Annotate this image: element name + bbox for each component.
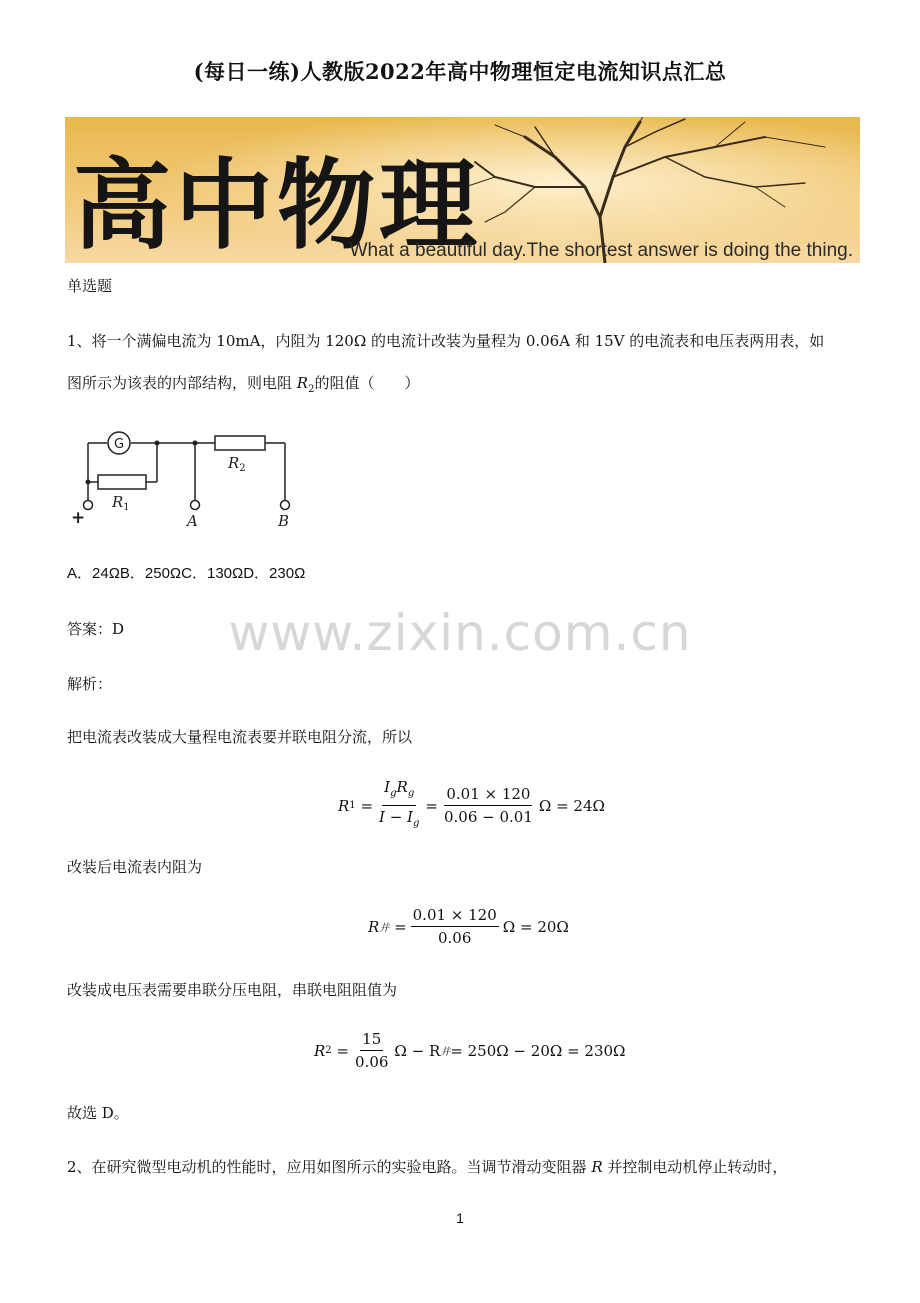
junction-dot <box>155 441 160 446</box>
r1-label: $R_1$ <box>112 493 130 513</box>
q1-analysis-label: 解析： <box>67 675 113 693</box>
a-label: A <box>187 512 198 530</box>
q1-step1: 把电流表改装成大量程电流表要并联电阻分流，所以 <box>67 728 413 746</box>
banner-slogan: What a beautiful day.The shortest answer is doing the thing. <box>349 240 853 261</box>
equation-r1: R 1 = $\frac{I_gR_g}{I - I_g}$ = $\frac{0.01 \times 120}{0.06 - 0.01}$ Ω = 24Ω <box>338 778 605 829</box>
q1-step3: 改装成电压表需要串联分压电阻，串联电阻阻值为 <box>67 981 398 999</box>
resistor-r2 <box>215 436 265 450</box>
document-title: (每日一练)人教版2022年高中物理恒定电流知识点汇总 <box>193 59 727 84</box>
r2-label: $R_2$ <box>228 454 246 474</box>
terminal-b <box>281 501 290 510</box>
q1-text-line2: 图所示为该表的内部结构，则电阻 $R_2$的阻值（ ） <box>67 374 420 395</box>
q1-options: A．24ΩB．250ΩC．130ΩD．230Ω <box>67 565 306 582</box>
equation-r-parallel: R 并 = $\frac{0.01 \times 120}{0.06}$ Ω = 20Ω <box>368 906 569 947</box>
circuit-diagram <box>60 425 320 535</box>
banner-big-text: 高中物理 <box>73 148 482 263</box>
q2-text-line1: 2、在研究微型电动机的性能时，应用如图所示的实验电路。当调节滑动变阻器 R 并控制电动机停止转动时， <box>67 1158 788 1176</box>
q1-step2: 改装后电流表内阻为 <box>67 858 203 876</box>
equation-r2: R 2 = $\frac{15}{0.06}$ Ω − R 并 = 250Ω − 20Ω = 230Ω <box>314 1030 626 1071</box>
q1-answer: 答案：D <box>67 620 125 638</box>
resistor-r1 <box>98 475 146 489</box>
junction-dot <box>86 480 91 485</box>
q1-text-line1: 1、将一个满偏电流为 10mA，内阻为 120Ω 的电流计改装为量程为 0.06A 和 15V 的电流表和电压表两用表，如 <box>67 332 825 350</box>
plus-label: + <box>71 508 86 528</box>
page-number: 1 <box>456 1210 464 1226</box>
terminal-a <box>191 501 200 510</box>
section-label: 单选题 <box>67 277 113 295</box>
b-label: B <box>278 512 290 530</box>
watermark: www.zixin.com.cn <box>228 604 692 662</box>
q1-conclusion: 故选 D。 <box>67 1104 129 1122</box>
banner-image <box>65 117 860 263</box>
galvanometer-label: G <box>113 437 125 452</box>
junction-dot <box>193 441 198 446</box>
